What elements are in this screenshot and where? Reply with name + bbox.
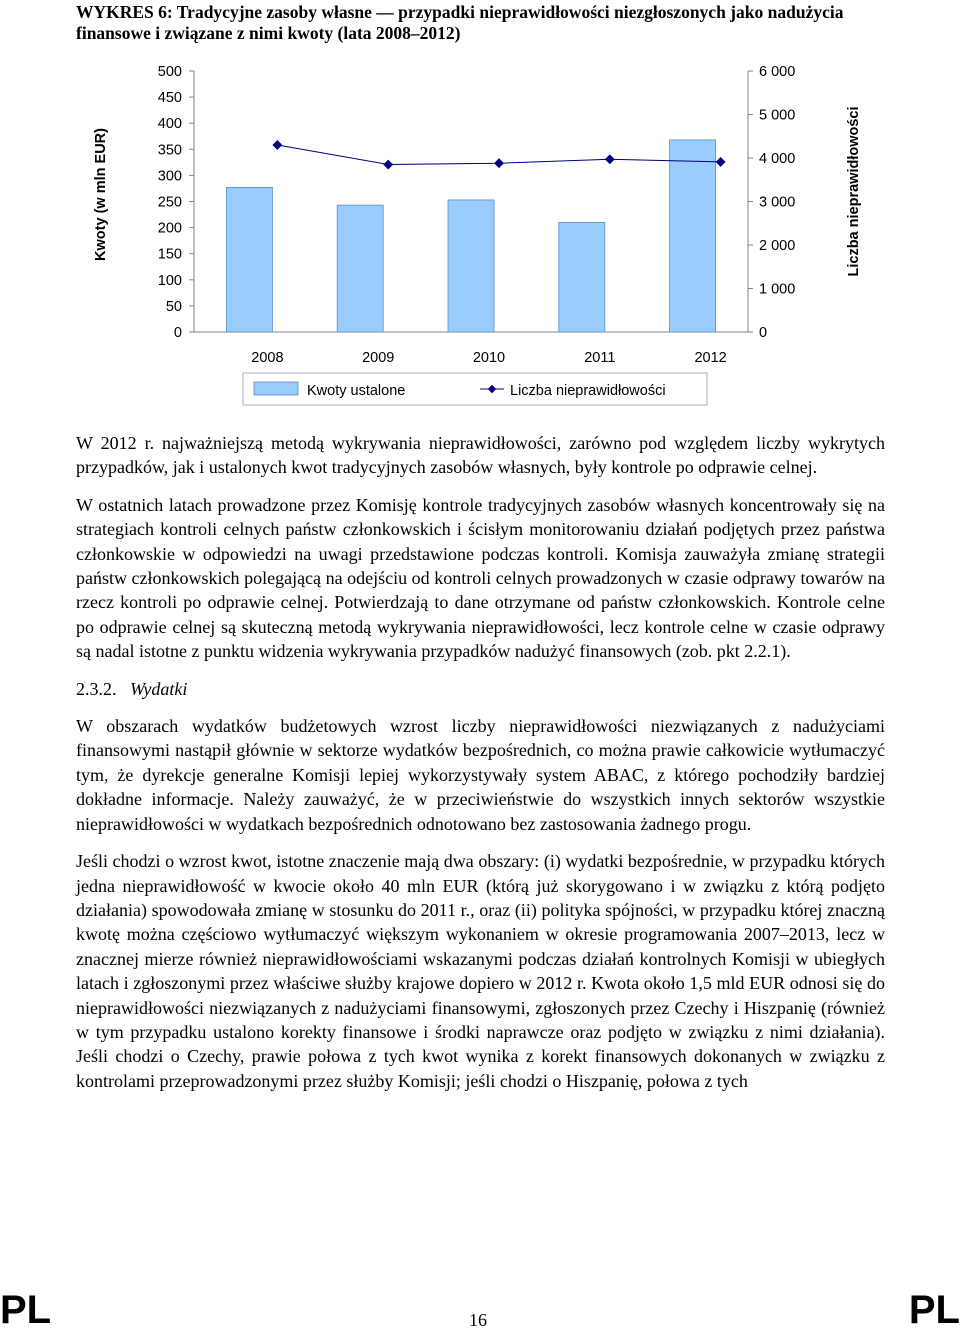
legend [243,373,707,405]
line-marker [494,158,504,168]
line-marker [605,154,615,164]
left-tick-label: 200 [157,220,182,237]
page-number: 16 [469,1310,487,1330]
bar [448,200,494,332]
right-tick-label: 0 [759,325,768,341]
paragraph-3: W obszarach wydatków budżetowych wzrost liczby nieprawidłowości niezwiązanych z nadużyciami finansowymi nastąpił głównie w sektorze wydatków bezpośrednich, co można prawie całkowicie wytłumaczyć tym, że dyrekcje generalne Komisji lepiej wykorzystywały system ABAC, z którego pochodziły bardziej dokładne informacje. Należy zauważyć, że w przeciwieństwie do wszystkich innych sektorów wszystkie nieprawidłowości w wydatkach bezpośrednich odnotowano bez zastosowania żadnego progu. [76,716,885,834]
left-tick-label: 450 [157,90,182,107]
combo-chart [76,55,886,411]
bar [670,140,716,332]
line-marker [272,140,282,150]
left-tick-label: 250 [157,194,182,211]
left-tick-label: 500 [157,64,182,80]
section-number: 2.3.2. [76,678,117,699]
legend-bar-swatch [254,382,298,395]
body-text [76,431,885,1093]
line-marker [383,160,393,170]
bar [226,187,272,332]
footer-language-left: PL [0,1288,52,1332]
left-tick-label: 50 [165,298,182,315]
footer-language-right: PL [908,1288,960,1332]
line-series [272,140,725,169]
left-tick-label: 350 [157,142,182,159]
category-label: 2008 [251,350,284,366]
paragraph-2: W ostatnich latach prowadzone przez Komisję kontrole tradycyjnych zasobów własnych koncentrowały się na strategiach kontroli celnych państw członkowskich i ścisłym monitorowaniu działań podjętych przez państwa członkowskie w odpowiedzi na uwagi przedstawione podczas kontroli. Komisja zauważyła zmianę strategii państw członkowskich polegającą na odejściu od kontroli celnych prowadzonych w czasie odprawy towarów na rzecz kontroli po odprawie celnej. Potwierdzają to dane otrzymane od państw członkowskich. Kontrole celne po odprawie celnej są skuteczną metodą wykrywania nieprawidłowości, lecz kontrole celne w czasie odprawy są nadal istotne z punktu widzenia wykrywania przypadków nadużyć finansowych (zob. pkt 2.2.1). [76,494,885,662]
left-tick-label: 400 [157,116,182,133]
right-tick-label: 1 000 [759,281,796,298]
legend-line-label: Liczba nieprawidłowości [510,383,666,399]
paragraph-1: W 2012 r. najważniejszą metodą wykrywania nieprawidłowości, zarówno pod względem liczby wykrytych przypadków, jak i ustalonych kwot tradycyjnych zasobów własnych, były kontrole po odprawie celnej. [76,433,885,478]
right-tick-label: 3 000 [759,194,796,211]
category-label: 2011 [584,350,616,366]
paragraph-4: Jeśli chodzi o wzrost kwot, istotne znaczenie mają dwa obszary: (i) wydatki bezpośrednie, w przypadku których jedna nieprawidłowość w kwocie około 40 mln EUR (którą już skorygowano i w związku z którą podjęto działania) spowodowała zmianę w stosunku do 2011 r., oraz (ii) polityka spójności, w przypadku której znaczną kwotę można częściowo wytłumaczyć większym wykonaniem w okresie programowania 2007–2013, lecz w znacznej mierze również nieprawidłowościami wskazanymi podczas działań kontrolnych Komisji w ubiegłych latach i zgłoszonymi przez właściwe służby krajowe dopiero w 2012 r. Kwota około 1,5 mld EUR odnosi się do nieprawidłowości niezwiązanych z nadużyciami finansowymi, zgłoszonych przez Czechy i Hiszpanię (również w tym przypadku ustalono korekty finansowe i środki naprawcze oraz podjęto w związku z nimi działania). Jeśli chodzi o Czechy, prawie połowa z tych kwot wynika z korekt finansowych dokonanych w związku z kontrolami przeprowadzonymi przez służby Komisji; jeśli chodzi o Hiszpanię, połowa z tych [76,851,885,1091]
right-axis-title: Liczba nieprawidłowości [846,106,862,277]
left-tick-label: 0 [173,325,182,341]
right-tick-label: 6 000 [759,64,796,80]
line-marker [716,157,726,167]
left-tick-label: 100 [157,272,182,289]
section-heading [76,677,885,701]
right-tick-label: 5 000 [759,107,796,124]
left-tick-label: 150 [157,246,182,263]
category-label: 2012 [694,350,727,366]
legend-bar-label: Kwoty ustalone [307,383,406,399]
category-labels [251,350,726,366]
category-label: 2010 [472,350,506,366]
category-label: 2009 [362,350,395,366]
figure-title: WYKRES 6: Tradycyjne zasoby własne — przypadki nieprawidłowości niezgłoszonych jako nadużycia finansowe i związane z nimi kwoty (lata 2008–2012) [76,2,844,43]
left-axis [93,64,748,341]
bar [559,222,605,332]
left-axis-title: Kwoty (w mln EUR) [93,128,109,261]
left-tick-label: 300 [157,168,182,185]
bar-series [226,140,715,332]
right-tick-label: 2 000 [759,238,796,254]
right-tick-label: 4 000 [759,151,796,167]
right-axis [748,64,862,341]
bar [337,205,383,332]
section-title: Wydatki [130,678,188,699]
